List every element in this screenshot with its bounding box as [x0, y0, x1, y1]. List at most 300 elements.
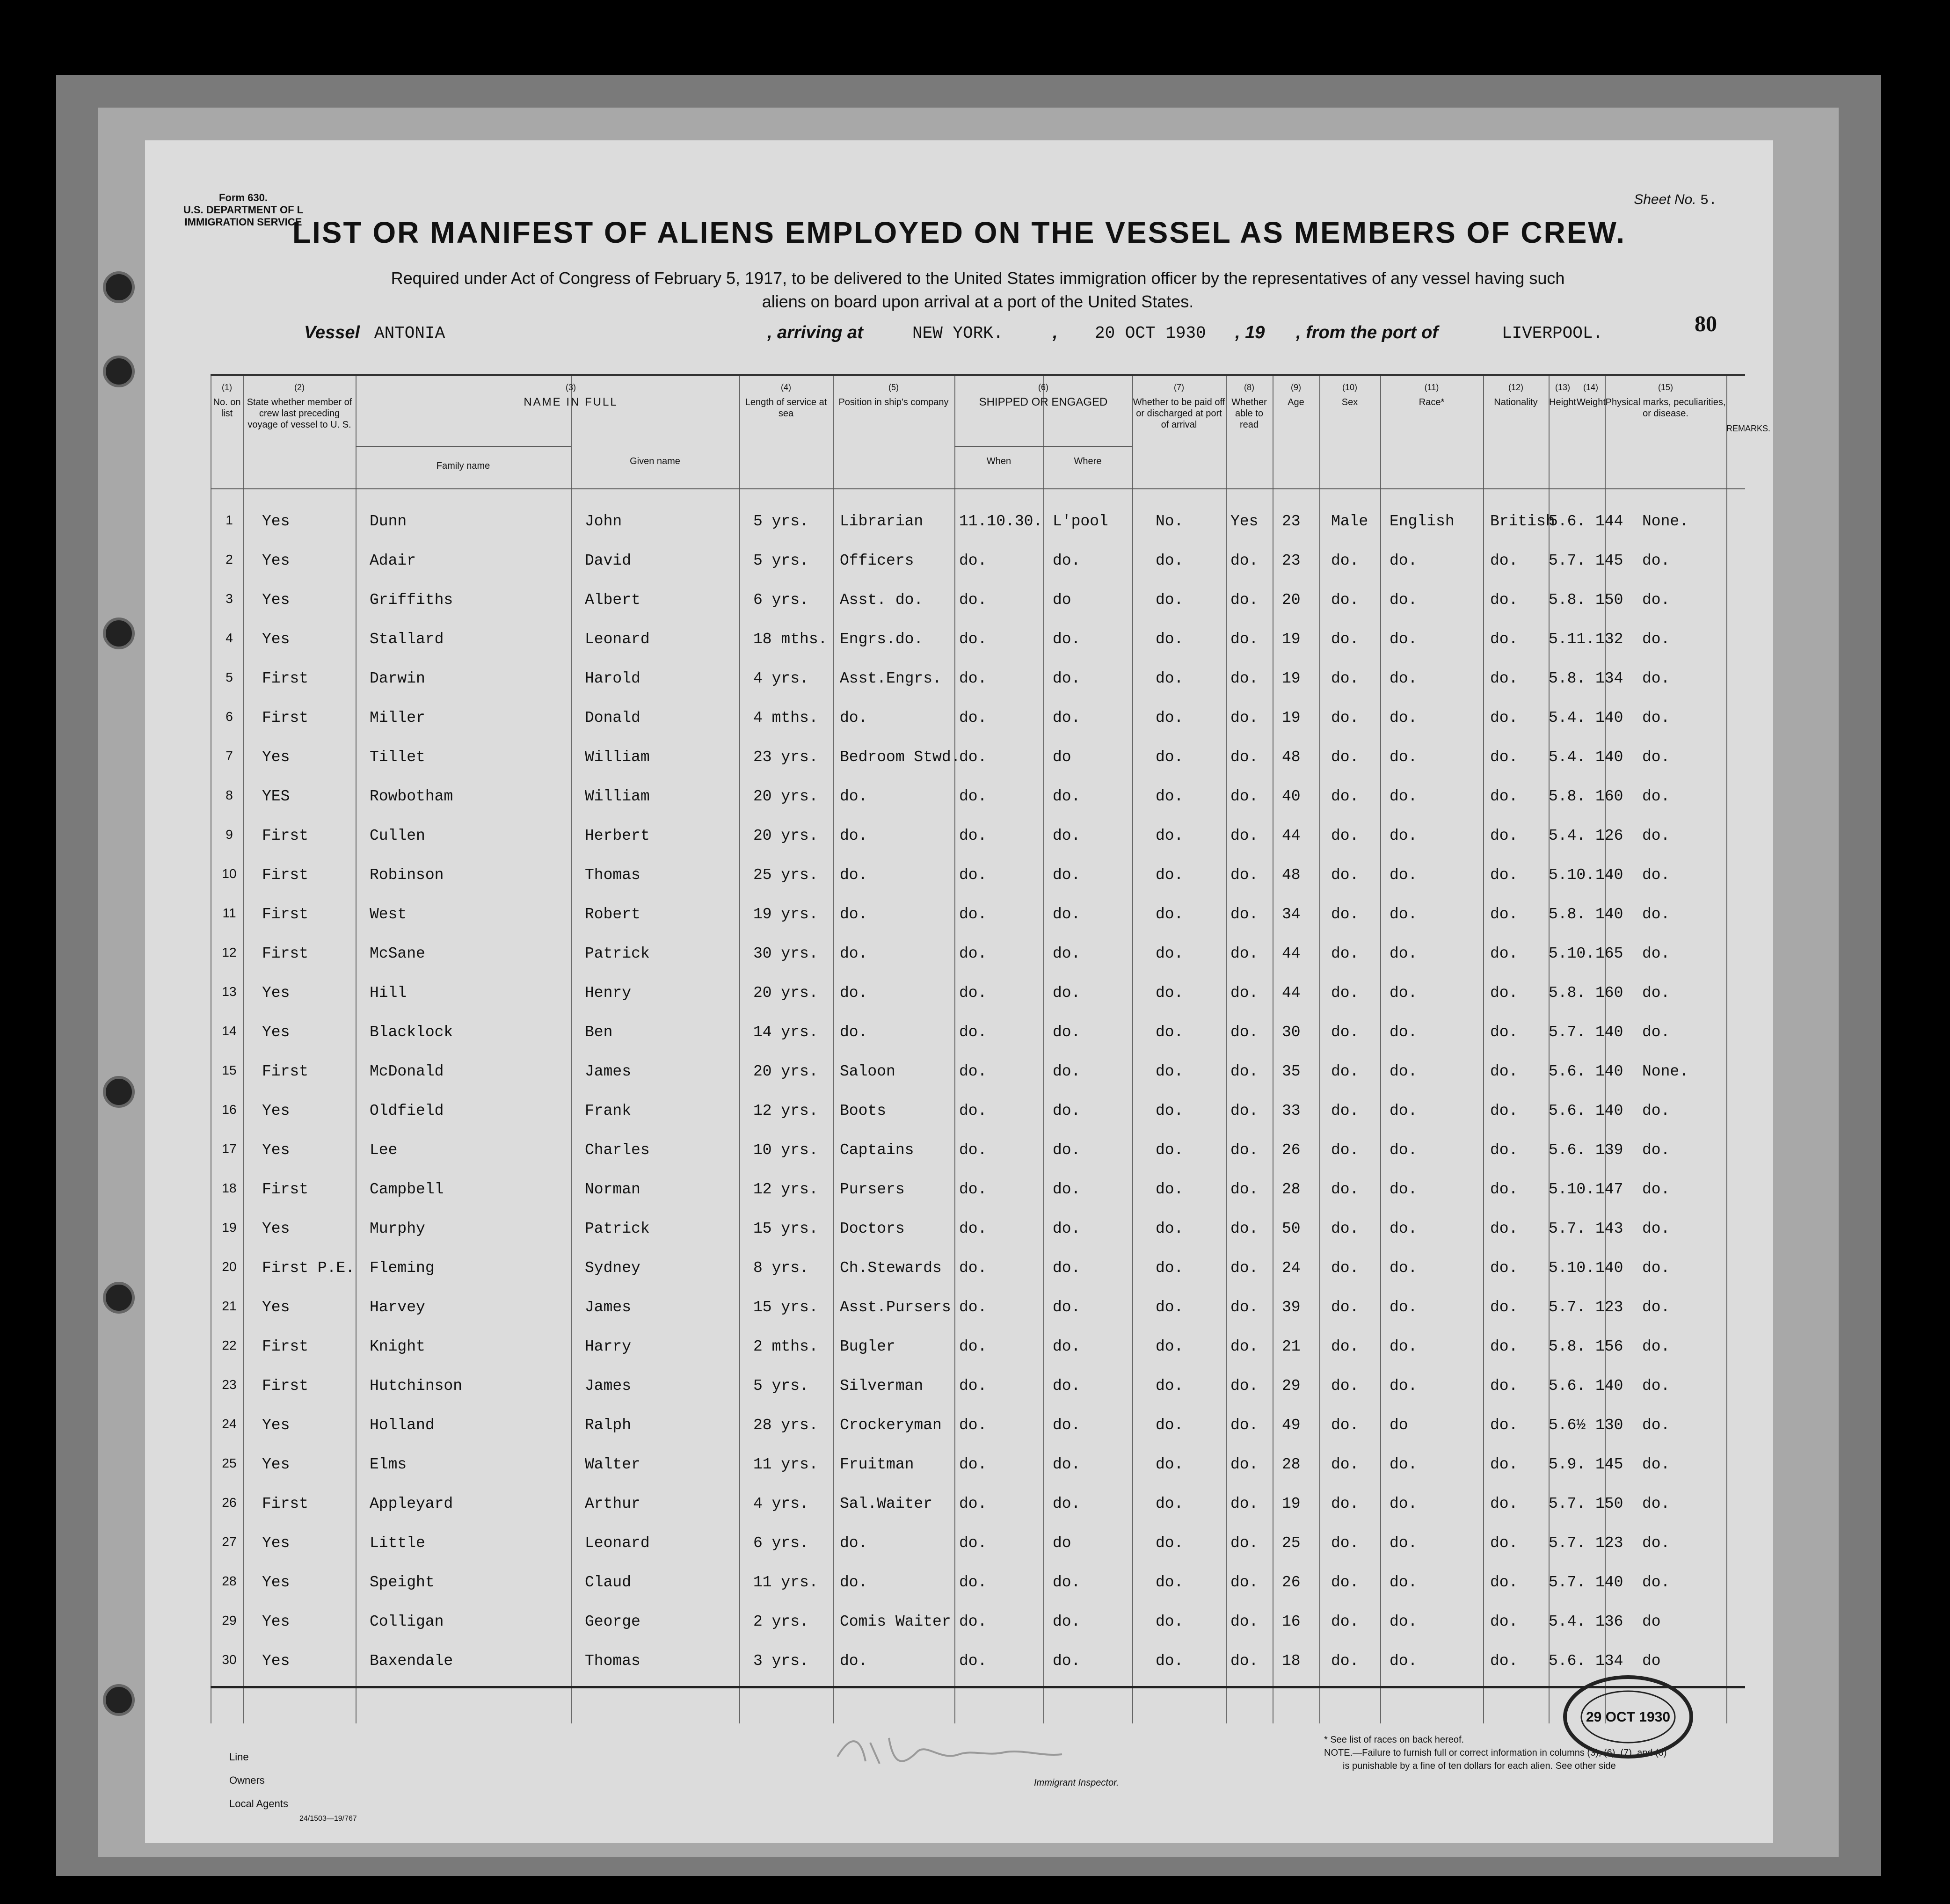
stamp-date: 29 OCT 1930	[1586, 1709, 1671, 1725]
cell-able-to-read: do.	[1230, 1534, 1259, 1552]
cell-age: 18	[1282, 1652, 1301, 1670]
cell-family-name: Griffiths	[370, 591, 453, 609]
table-row	[211, 502, 1745, 541]
cell-paid-off: do.	[1156, 945, 1184, 962]
col-header-previous-voyage: (2) State whether member of crew last preceding voyage of vessel to U. S.	[247, 383, 352, 430]
cell-height: 5.10.	[1549, 1259, 1595, 1277]
cell-weight: 160	[1595, 984, 1623, 1002]
cell-given-name: Henry	[585, 984, 632, 1002]
cell-shipped-where: do.	[1053, 827, 1081, 844]
sheet-number	[1634, 192, 1717, 209]
cell-able-to-read: do.	[1230, 670, 1259, 687]
cell-able-to-read: do.	[1230, 1456, 1259, 1473]
cell-family-name: Speight	[370, 1574, 435, 1591]
cell-sex: do.	[1331, 1102, 1359, 1119]
cell-given-name: Leonard	[585, 1534, 650, 1552]
cell-family-name: McSane	[370, 945, 425, 962]
cell-height: 5.7.	[1549, 1574, 1586, 1591]
cell-given-name: Patrick	[585, 945, 650, 962]
vessel-line	[304, 323, 1754, 351]
cell-given-name: James	[585, 1377, 632, 1395]
cell-position: do.	[840, 945, 868, 962]
cell-able-to-read: do.	[1230, 827, 1259, 844]
cell-weight: 123	[1595, 1534, 1623, 1552]
col-header-name: (3) NAME IN FULL	[524, 383, 618, 408]
cell-given-name: Harold	[585, 670, 640, 687]
cell-weight: 140	[1595, 866, 1623, 884]
cell-row-number: 13	[222, 984, 237, 999]
cell-physical-marks: do	[1642, 1613, 1661, 1630]
cell-nationality: do.	[1490, 1574, 1518, 1591]
cell-shipped-when: do.	[959, 631, 987, 648]
cell-physical-marks: do.	[1642, 1259, 1670, 1277]
table-row	[211, 660, 1745, 698]
cell-paid-off: do.	[1156, 1613, 1184, 1630]
cell-previous-voyage: Yes	[262, 1220, 290, 1237]
cell-family-name: Hutchinson	[370, 1377, 463, 1395]
cell-shipped-where: do.	[1053, 709, 1081, 727]
cell-row-number: 11	[222, 906, 236, 920]
col-header-number: (1) No. on list	[213, 383, 241, 419]
cell-row-number: 21	[222, 1299, 237, 1313]
cell-age: 44	[1282, 984, 1301, 1002]
table-row	[211, 1524, 1745, 1562]
cell-physical-marks: do.	[1642, 788, 1670, 805]
cell-race: do.	[1390, 1574, 1418, 1591]
cell-nationality: do.	[1490, 670, 1518, 687]
cell-physical-marks: do.	[1642, 552, 1670, 569]
cell-shipped-where: do.	[1053, 1181, 1081, 1198]
binder-hole	[103, 1282, 135, 1314]
cell-race: do.	[1390, 1495, 1418, 1512]
cell-paid-off: do.	[1156, 906, 1184, 923]
cell-position: Doctors	[840, 1220, 905, 1237]
cell-given-name: John	[585, 513, 622, 530]
print-code: 24/1503—19/767	[299, 1815, 357, 1823]
cell-shipped-where: do.	[1053, 1574, 1081, 1591]
table-row	[211, 1485, 1745, 1523]
cell-race: do.	[1390, 1377, 1418, 1395]
table-row	[211, 1092, 1745, 1130]
cell-previous-voyage: YES	[262, 788, 290, 805]
cell-given-name: David	[585, 552, 632, 569]
col-header-physical-marks: (15) Physical marks, peculiarities, or disease.	[1605, 383, 1726, 419]
cell-previous-voyage: First	[262, 1495, 309, 1512]
cell-weight: 136	[1595, 1613, 1623, 1630]
manifest-sheet	[145, 140, 1773, 1843]
cell-shipped-when: do.	[959, 709, 987, 727]
cell-family-name: Fleming	[370, 1259, 435, 1277]
cell-sex: do.	[1331, 1338, 1359, 1355]
footer-labels	[229, 1750, 357, 1826]
cell-age: 23	[1282, 552, 1301, 569]
cell-length-of-service: 19 yrs.	[753, 906, 818, 923]
cell-shipped-where: do.	[1053, 1299, 1081, 1316]
cell-position: Fruitman	[840, 1456, 914, 1473]
cell-length-of-service: 20 yrs.	[753, 788, 818, 805]
cell-age: 23	[1282, 513, 1301, 530]
cell-weight: 150	[1595, 591, 1623, 609]
cell-paid-off: No.	[1156, 513, 1184, 530]
cell-weight: 140	[1595, 709, 1623, 727]
cell-shipped-when: do.	[959, 1259, 987, 1277]
cell-sex: do.	[1331, 984, 1359, 1002]
cell-family-name: Oldfield	[370, 1102, 444, 1119]
cell-height: 5.7.	[1549, 1024, 1586, 1041]
cell-weight: 134	[1595, 1652, 1623, 1670]
cell-weight: 140	[1595, 1377, 1623, 1395]
cell-weight: 156	[1595, 1338, 1623, 1355]
cell-row-number: 23	[222, 1377, 237, 1392]
cell-position: do.	[840, 1534, 868, 1552]
cell-length-of-service: 6 yrs.	[753, 591, 809, 609]
cell-paid-off: do.	[1156, 1652, 1184, 1670]
cell-weight: 140	[1595, 1574, 1623, 1591]
line-label: Line	[229, 1751, 249, 1763]
cell-shipped-when: do.	[959, 788, 987, 805]
cell-length-of-service: 5 yrs.	[753, 513, 809, 530]
cell-able-to-read: do.	[1230, 1495, 1259, 1512]
cell-physical-marks: do.	[1642, 1181, 1670, 1198]
arriving-label: , arriving at	[767, 323, 863, 342]
cell-race: English	[1390, 513, 1455, 530]
cell-nationality: do.	[1490, 1613, 1518, 1630]
cell-physical-marks: do.	[1642, 631, 1670, 648]
cell-length-of-service: 20 yrs.	[753, 1063, 818, 1080]
cell-previous-voyage: First	[262, 1063, 309, 1080]
cell-age: 48	[1282, 866, 1301, 884]
cell-position: do.	[840, 788, 868, 805]
cell-row-number: 17	[222, 1141, 237, 1156]
cell-previous-voyage: First	[262, 945, 309, 962]
cell-given-name: James	[585, 1299, 632, 1316]
cell-height: 5.6.	[1549, 1652, 1586, 1670]
table-row	[211, 699, 1745, 737]
cell-paid-off: do.	[1156, 1574, 1184, 1591]
cell-given-name: Thomas	[585, 866, 640, 884]
cell-age: 49	[1282, 1417, 1301, 1434]
cell-family-name: McDonald	[370, 1063, 444, 1080]
cell-race: do.	[1390, 1613, 1418, 1630]
cell-family-name: West	[370, 906, 407, 923]
cell-position: Officers	[840, 552, 914, 569]
cell-family-name: Dunn	[370, 513, 407, 530]
cell-length-of-service: 11 yrs.	[753, 1574, 818, 1591]
cell-weight: 132	[1595, 631, 1623, 648]
year-label: , 19	[1235, 323, 1265, 342]
cell-age: 48	[1282, 749, 1301, 766]
cell-weight: 145	[1595, 552, 1623, 569]
cell-given-name: Claud	[585, 1574, 632, 1591]
cell-able-to-read: do.	[1230, 1259, 1259, 1277]
cell-paid-off: do.	[1156, 1495, 1184, 1512]
cell-previous-voyage: First	[262, 1338, 309, 1355]
cell-family-name: Blacklock	[370, 1024, 453, 1041]
cell-shipped-where: do.	[1053, 1141, 1081, 1159]
cell-weight: 147	[1595, 1181, 1623, 1198]
cell-shipped-where: do.	[1053, 1063, 1081, 1080]
cell-height: 5.8.	[1549, 1338, 1586, 1355]
cell-sex: do.	[1331, 945, 1359, 962]
cell-physical-marks: None.	[1642, 1063, 1689, 1080]
cell-shipped-when: do.	[959, 552, 987, 569]
cell-physical-marks: do.	[1642, 1377, 1670, 1395]
col-header-weight: (14) Weight	[1577, 383, 1606, 407]
cell-sex: do.	[1331, 1534, 1359, 1552]
cell-weight: 150	[1595, 1495, 1623, 1512]
cell-able-to-read: do.	[1230, 1613, 1259, 1630]
cell-nationality: do.	[1490, 945, 1518, 962]
page-subtitle	[253, 267, 1703, 313]
cell-previous-voyage: First	[262, 670, 309, 687]
cell-previous-voyage: Yes	[262, 984, 290, 1002]
cell-race: do.	[1390, 1024, 1418, 1041]
from-port: LIVERPOOL.	[1502, 324, 1603, 343]
cell-shipped-when: do.	[959, 1063, 987, 1080]
cell-nationality: do.	[1490, 788, 1518, 805]
cell-paid-off: do.	[1156, 866, 1184, 884]
cell-sex: do.	[1331, 1141, 1359, 1159]
cell-shipped-where: do.	[1053, 670, 1081, 687]
cell-given-name: William	[585, 788, 650, 805]
cell-position: Silverman	[840, 1377, 924, 1395]
cell-nationality: do.	[1490, 1417, 1518, 1434]
cell-height: 5.10.	[1549, 1181, 1595, 1198]
cell-able-to-read: do.	[1230, 709, 1259, 727]
subtitle-line: Required under Act of Congress of February 5, 1917, to be delivered to the United States immigration officer by the representatives of any vessel having such	[391, 269, 1565, 288]
cell-previous-voyage: First	[262, 1377, 309, 1395]
cell-row-number: 26	[222, 1495, 237, 1510]
table-row	[211, 1328, 1745, 1366]
binder-hole	[103, 356, 135, 387]
cell-able-to-read: do.	[1230, 1102, 1259, 1119]
cell-row-number: 6	[226, 709, 233, 724]
cell-length-of-service: 5 yrs.	[753, 1377, 809, 1395]
cell-given-name: George	[585, 1613, 640, 1630]
cell-previous-voyage: First	[262, 1181, 309, 1198]
cell-paid-off: do.	[1156, 1141, 1184, 1159]
cell-shipped-when: do.	[959, 945, 987, 962]
cell-age: 39	[1282, 1299, 1301, 1316]
cell-nationality: do.	[1490, 631, 1518, 648]
cell-sex: do.	[1331, 866, 1359, 884]
cell-given-name: Harry	[585, 1338, 632, 1355]
cell-previous-voyage: Yes	[262, 1417, 290, 1434]
table-row	[211, 817, 1745, 855]
cell-height: 5.8.	[1549, 788, 1586, 805]
cell-nationality: do.	[1490, 1063, 1518, 1080]
cell-nationality: do.	[1490, 827, 1518, 844]
cell-shipped-where: do	[1053, 749, 1071, 766]
table-row	[211, 1131, 1745, 1170]
cell-shipped-where: do.	[1053, 1652, 1081, 1670]
cell-weight: 140	[1595, 749, 1623, 766]
cell-race: do.	[1390, 906, 1418, 923]
cell-race: do.	[1390, 1299, 1418, 1316]
cell-physical-marks: do.	[1642, 1102, 1670, 1119]
cell-age: 40	[1282, 788, 1301, 805]
cell-age: 19	[1282, 709, 1301, 727]
cell-shipped-when: do.	[959, 1534, 987, 1552]
cell-previous-voyage: Yes	[262, 1102, 290, 1119]
cell-weight: 140	[1595, 1063, 1623, 1080]
table-row	[211, 1446, 1745, 1484]
cell-length-of-service: 25 yrs.	[753, 866, 818, 884]
cell-previous-voyage: Yes	[262, 513, 290, 530]
table-row	[211, 620, 1745, 659]
cell-race: do.	[1390, 749, 1418, 766]
cell-shipped-when: do.	[959, 591, 987, 609]
cell-sex: do.	[1331, 827, 1359, 844]
col-header-race: (11) Race*	[1419, 383, 1445, 407]
cell-given-name: Robert	[585, 906, 640, 923]
cell-height: 5.6.	[1549, 1141, 1586, 1159]
cell-sex: do.	[1331, 1456, 1359, 1473]
cell-height: 5.7.	[1549, 1534, 1586, 1552]
cell-nationality: do.	[1490, 1652, 1518, 1670]
cell-race: do.	[1390, 1259, 1418, 1277]
cell-height: 5.4.	[1549, 1613, 1586, 1630]
cell-family-name: Baxendale	[370, 1652, 453, 1670]
cell-nationality: do.	[1490, 1220, 1518, 1237]
cell-position: do.	[840, 984, 868, 1002]
cell-nationality: do.	[1490, 1456, 1518, 1473]
cell-family-name: Murphy	[370, 1220, 425, 1237]
cell-shipped-when: do.	[959, 906, 987, 923]
table-row	[211, 1053, 1745, 1091]
cell-race: do.	[1390, 1220, 1418, 1237]
cell-able-to-read: do.	[1230, 1024, 1259, 1041]
cell-able-to-read: do.	[1230, 788, 1259, 805]
cell-shipped-where: do.	[1053, 984, 1081, 1002]
col-header-remarks: REMARKS.	[1726, 424, 1771, 433]
cell-physical-marks: do.	[1642, 945, 1670, 962]
cell-nationality: do.	[1490, 1141, 1518, 1159]
cell-weight: 144	[1595, 513, 1623, 530]
cell-length-of-service: 5 yrs.	[753, 552, 809, 569]
date-separator: ,	[1053, 323, 1058, 342]
cell-paid-off: do.	[1156, 1063, 1184, 1080]
cell-row-number: 7	[226, 749, 233, 763]
cell-able-to-read: do.	[1230, 749, 1259, 766]
cell-shipped-where: do.	[1053, 631, 1081, 648]
col-header-position: (5) Position in ship's company	[838, 383, 949, 407]
col-header-where: Where	[1074, 456, 1102, 466]
cell-physical-marks: do.	[1642, 1574, 1670, 1591]
cell-height: 5.6.	[1549, 1377, 1586, 1395]
cell-row-number: 1	[226, 513, 233, 527]
cell-shipped-where: do	[1053, 591, 1071, 609]
cell-previous-voyage: First P.E.	[262, 1259, 355, 1277]
cell-weight: 130	[1595, 1417, 1623, 1434]
cell-shipped-when: do.	[959, 1495, 987, 1512]
cell-physical-marks: do.	[1642, 866, 1670, 884]
cell-previous-voyage: Yes	[262, 1024, 290, 1041]
cell-sex: do.	[1331, 906, 1359, 923]
cell-nationality: do.	[1490, 866, 1518, 884]
cell-family-name: Stallard	[370, 631, 444, 648]
cell-family-name: Colligan	[370, 1613, 444, 1630]
crew-table	[211, 374, 1771, 1723]
cell-previous-voyage: Yes	[262, 1534, 290, 1552]
cell-height: 5.7.	[1549, 552, 1586, 569]
cell-physical-marks: do.	[1642, 709, 1670, 727]
cell-previous-voyage: Yes	[262, 591, 290, 609]
cell-previous-voyage: Yes	[262, 1299, 290, 1316]
cell-race: do.	[1390, 1102, 1418, 1119]
col-header-length-of-service: (4) Length of service at sea	[745, 383, 827, 419]
cell-physical-marks: do.	[1642, 1141, 1670, 1159]
cell-shipped-when: do.	[959, 1181, 987, 1198]
cell-length-of-service: 15 yrs.	[753, 1299, 818, 1316]
cell-sex: do.	[1331, 1299, 1359, 1316]
cell-given-name: William	[585, 749, 650, 766]
cell-family-name: Robinson	[370, 866, 444, 884]
table-row	[211, 1367, 1745, 1405]
cell-position: do.	[840, 1574, 868, 1591]
vessel-name: ANTONIA	[374, 324, 445, 343]
cell-race: do.	[1390, 1063, 1418, 1080]
arrival-date: 20 OCT 1930	[1095, 324, 1206, 343]
cell-shipped-where: do.	[1053, 1495, 1081, 1512]
cell-shipped-when: do.	[959, 827, 987, 844]
cell-age: 19	[1282, 1495, 1301, 1512]
cell-paid-off: do.	[1156, 631, 1184, 648]
cell-age: 44	[1282, 827, 1301, 844]
inspector-signature	[833, 1729, 1067, 1771]
cell-able-to-read: do.	[1230, 1652, 1259, 1670]
cell-race: do.	[1390, 1652, 1418, 1670]
cell-length-of-service: 2 yrs.	[753, 1613, 809, 1630]
cell-weight: 140	[1595, 1102, 1623, 1119]
cell-race: do.	[1390, 591, 1418, 609]
cell-paid-off: do.	[1156, 1102, 1184, 1119]
cell-sex: do.	[1331, 1652, 1359, 1670]
cell-physical-marks: do.	[1642, 1024, 1670, 1041]
cell-able-to-read: do.	[1230, 1181, 1259, 1198]
cell-previous-voyage: Yes	[262, 1652, 290, 1670]
cell-shipped-when: do.	[959, 866, 987, 884]
cell-given-name: Sydney	[585, 1259, 640, 1277]
cell-physical-marks: do.	[1642, 1338, 1670, 1355]
cell-able-to-read: do.	[1230, 945, 1259, 962]
table-row	[211, 1288, 1745, 1327]
cell-sex: do.	[1331, 631, 1359, 648]
cell-paid-off: do.	[1156, 1338, 1184, 1355]
cell-row-number: 19	[222, 1220, 237, 1235]
cell-age: 24	[1282, 1259, 1301, 1277]
cell-nationality: do.	[1490, 1102, 1518, 1119]
cell-paid-off: do.	[1156, 709, 1184, 727]
cell-race: do.	[1390, 788, 1418, 805]
cell-shipped-when: do.	[959, 1574, 987, 1591]
cell-height: 5.8.	[1549, 984, 1586, 1002]
col-header-height: (13) Height	[1549, 383, 1576, 407]
cell-able-to-read: do.	[1230, 984, 1259, 1002]
cell-length-of-service: 2 mths.	[753, 1338, 818, 1355]
cell-weight: 165	[1595, 945, 1623, 962]
cell-height: 5.4.	[1549, 827, 1586, 844]
cell-length-of-service: 12 yrs.	[753, 1102, 818, 1119]
cell-family-name: Darwin	[370, 670, 425, 687]
cell-position: Pursers	[840, 1181, 905, 1198]
cell-family-name: Cullen	[370, 827, 425, 844]
cell-nationality: do.	[1490, 1181, 1518, 1198]
cell-row-number: 5	[226, 670, 233, 684]
cell-row-number: 4	[226, 631, 233, 645]
cell-able-to-read: do.	[1230, 1063, 1259, 1080]
cell-able-to-read: do.	[1230, 1141, 1259, 1159]
